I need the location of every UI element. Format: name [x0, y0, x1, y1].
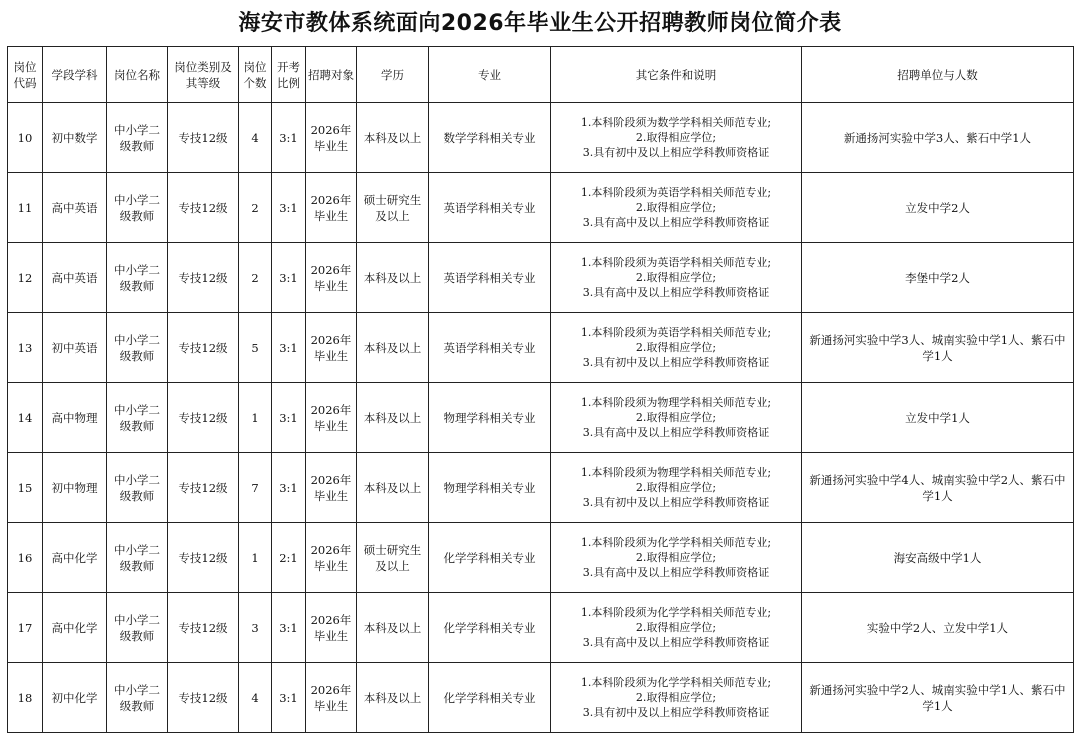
cell-grade [168, 173, 239, 243]
cell-name-text: 中小学二级教师 [114, 332, 160, 363]
cell-count [239, 243, 272, 313]
cell-name-text: 中小学二级教师 [114, 472, 160, 503]
header-edu: 学历 [357, 47, 429, 103]
cell-target-text: 2026年毕业生 [310, 332, 352, 363]
cell-subject [43, 593, 107, 663]
cell-target-text: 2026年毕业生 [310, 612, 352, 643]
table-row [8, 313, 1074, 383]
cell-grade [168, 593, 239, 663]
cell-target-text: 2026年毕业生 [310, 122, 352, 153]
condition-line: 1.本科阶段须为物理学科相关师范专业; [580, 466, 772, 479]
cell-grade-text: 专技12级 [178, 130, 228, 145]
cell-conditions [551, 593, 802, 663]
cell-ratio [272, 243, 306, 313]
header-code-label: 岗位代码 [13, 59, 37, 90]
cell-code-text: 18 [17, 690, 33, 705]
cell-ratio-text: 3:1 [279, 620, 298, 635]
cell-major [429, 663, 551, 733]
cell-grade [168, 103, 239, 173]
cell-count-text: 2 [251, 270, 259, 285]
cell-major-text: 物理学科相关专业 [443, 410, 536, 425]
cell-name [107, 103, 168, 173]
condition-line: 3.具有高中及以上相应学科教师资格证 [582, 286, 770, 299]
cell-ratio-text: 3:1 [279, 410, 298, 425]
table-row [8, 453, 1074, 523]
table-row [8, 173, 1074, 243]
cell-units: 新通扬河实验中学2人、城南实验中学1人、紫石中学1人 [802, 663, 1074, 733]
cell-subject [43, 453, 107, 523]
condition-line: 3.具有初中及以上相应学科教师资格证 [582, 146, 770, 159]
cell-units: 新通扬河实验中学4人、城南实验中学2人、紫石中学1人 [802, 453, 1074, 523]
cell-ratio [272, 103, 306, 173]
cell-grade-text: 专技12级 [178, 270, 228, 285]
cell-name [107, 453, 168, 523]
cell-code-text: 16 [17, 550, 33, 565]
cell-count [239, 523, 272, 593]
cell-target [306, 103, 357, 173]
condition-line: 1.本科阶段须为物理学科相关师范专业; [580, 396, 772, 409]
cell-code [8, 523, 43, 593]
cell-grade-text: 专技12级 [178, 480, 228, 495]
cell-edu-text: 本科及以上 [363, 130, 422, 145]
header-count-label: 岗位个数 [243, 59, 267, 90]
header-conds: 其它条件和说明 [551, 47, 802, 103]
cell-major [429, 173, 551, 243]
cell-ratio-text: 2:1 [279, 550, 298, 565]
cell-conditions [551, 243, 802, 313]
cell-target-text: 2026年毕业生 [310, 682, 352, 713]
cell-name [107, 663, 168, 733]
cell-target [306, 243, 357, 313]
cell-major-text: 化学学科相关专业 [443, 620, 536, 635]
cell-count-text: 4 [251, 130, 259, 145]
cell-edu [357, 103, 429, 173]
cell-count [239, 313, 272, 383]
cell-ratio-text: 3:1 [279, 480, 298, 495]
cell-code-text: 13 [17, 340, 33, 355]
header-major: 专业 [429, 47, 551, 103]
table-row [8, 243, 1074, 313]
header-subject: 学段学科 [43, 47, 107, 103]
cell-ratio-text: 3:1 [279, 130, 298, 145]
cell-edu-text: 本科及以上 [363, 480, 422, 495]
cell-name-text: 中小学二级教师 [114, 682, 160, 713]
cell-code [8, 313, 43, 383]
cell-subject-text: 初中化学 [51, 690, 98, 705]
cell-count-text: 1 [251, 550, 259, 565]
cell-count-text: 3 [251, 620, 259, 635]
cell-ratio [272, 383, 306, 453]
cell-count-text: 5 [251, 340, 259, 355]
cell-target-text: 2026年毕业生 [310, 192, 352, 223]
table-row [8, 663, 1074, 733]
cell-major [429, 313, 551, 383]
cell-conditions [551, 523, 802, 593]
cell-grade-text: 专技12级 [178, 550, 228, 565]
cell-code [8, 383, 43, 453]
cell-name-text: 中小学二级教师 [114, 402, 160, 433]
table-row [8, 523, 1074, 593]
table-row [8, 383, 1074, 453]
cell-target [306, 313, 357, 383]
cell-units: 海安高级中学1人 [802, 523, 1074, 593]
positions-table [7, 46, 1074, 733]
cell-target-text: 2026年毕业生 [310, 472, 352, 503]
cell-name-text: 中小学二级教师 [114, 542, 160, 573]
cell-grade-text: 专技12级 [178, 690, 228, 705]
condition-line: 2.取得相应学位; [635, 481, 717, 494]
cell-edu [357, 663, 429, 733]
cell-units: 立发中学1人 [802, 383, 1074, 453]
cell-count-text: 7 [251, 480, 259, 495]
header-target [306, 47, 357, 103]
cell-units: 立发中学2人 [802, 173, 1074, 243]
cell-grade [168, 243, 239, 313]
condition-line: 2.取得相应学位; [635, 131, 717, 144]
header-ratio-label: 开考比例 [277, 59, 300, 90]
cell-subject-text: 初中英语 [51, 340, 98, 355]
cell-conditions [551, 383, 802, 453]
cell-subject [43, 663, 107, 733]
cell-count [239, 103, 272, 173]
cell-grade [168, 523, 239, 593]
cell-grade-text: 专技12级 [178, 340, 228, 355]
cell-major [429, 593, 551, 663]
cell-name-text: 中小学二级教师 [114, 262, 160, 293]
cell-subject-text: 高中英语 [51, 200, 98, 215]
cell-edu-text: 本科及以上 [363, 270, 422, 285]
condition-line: 2.取得相应学位; [635, 691, 717, 704]
cell-grade-text: 专技12级 [178, 620, 228, 635]
cell-ratio [272, 663, 306, 733]
cell-grade-text: 专技12级 [178, 410, 228, 425]
condition-line: 2.取得相应学位; [635, 201, 717, 214]
cell-code-text: 10 [17, 130, 33, 145]
cell-count [239, 663, 272, 733]
cell-subject [43, 383, 107, 453]
cell-major-text: 化学学科相关专业 [443, 550, 536, 565]
cell-subject-text: 高中化学 [51, 550, 98, 565]
cell-edu-text: 本科及以上 [363, 690, 422, 705]
cell-target [306, 593, 357, 663]
cell-conditions [551, 453, 802, 523]
condition-line: 3.具有高中及以上相应学科教师资格证 [582, 216, 770, 229]
condition-line: 2.取得相应学位; [635, 341, 717, 354]
condition-line: 3.具有初中及以上相应学科教师资格证 [582, 496, 770, 509]
cell-ratio [272, 523, 306, 593]
cell-edu-text: 本科及以上 [363, 620, 422, 635]
cell-units: 实验中学2人、立发中学1人 [802, 593, 1074, 663]
cell-ratio-text: 3:1 [279, 690, 298, 705]
cell-ratio-text: 3:1 [279, 270, 298, 285]
cell-subject-text: 高中化学 [51, 620, 98, 635]
cell-name [107, 593, 168, 663]
cell-units: 新通扬河实验中学3人、城南实验中学1人、紫石中学1人 [802, 313, 1074, 383]
cell-code [8, 103, 43, 173]
cell-grade [168, 383, 239, 453]
condition-line: 1.本科阶段须为英语学科相关师范专业; [580, 186, 772, 199]
cell-name [107, 523, 168, 593]
cell-subject [43, 313, 107, 383]
cell-name [107, 313, 168, 383]
document-title: 海安市教体系统面向2026年毕业生公开招聘教师岗位简介表 [238, 11, 842, 36]
cell-code-text: 12 [17, 270, 33, 285]
condition-line: 2.取得相应学位; [635, 551, 717, 564]
cell-conditions [551, 103, 802, 173]
cell-count-text: 2 [251, 200, 259, 215]
cell-major [429, 523, 551, 593]
cell-ratio [272, 593, 306, 663]
cell-units: 新通扬河实验中学3人、紫石中学1人 [802, 103, 1074, 173]
cell-edu-text: 硕士研究生及以上 [363, 192, 422, 223]
cell-code [8, 663, 43, 733]
cell-subject [43, 173, 107, 243]
cell-code-text: 14 [17, 410, 33, 425]
cell-major [429, 243, 551, 313]
cell-code-text: 15 [17, 480, 33, 495]
header-units: 招聘单位与人数 [802, 47, 1074, 103]
cell-major [429, 103, 551, 173]
cell-code [8, 453, 43, 523]
cell-major-text: 英语学科相关专业 [443, 270, 536, 285]
cell-name-text: 中小学二级教师 [114, 612, 160, 643]
cell-grade [168, 663, 239, 733]
condition-line: 2.取得相应学位; [635, 621, 717, 634]
condition-line: 1.本科阶段须为英语学科相关师范专业; [580, 256, 772, 269]
cell-conditions [551, 173, 802, 243]
cell-major [429, 453, 551, 523]
cell-name [107, 383, 168, 453]
cell-target [306, 453, 357, 523]
cell-conditions [551, 663, 802, 733]
table-row [8, 593, 1074, 663]
cell-name-text: 中小学二级教师 [114, 122, 160, 153]
cell-ratio [272, 453, 306, 523]
cell-edu [357, 173, 429, 243]
cell-count [239, 383, 272, 453]
header-name: 岗位名称 [107, 47, 168, 103]
condition-line: 3.具有高中及以上相应学科教师资格证 [582, 566, 770, 579]
cell-subject [43, 103, 107, 173]
cell-edu [357, 593, 429, 663]
condition-line: 1.本科阶段须为数学学科相关师范专业; [580, 116, 772, 129]
cell-major [429, 383, 551, 453]
cell-count [239, 453, 272, 523]
cell-count-text: 4 [251, 690, 259, 705]
cell-edu-text: 本科及以上 [363, 340, 422, 355]
cell-edu [357, 523, 429, 593]
cell-major-text: 英语学科相关专业 [443, 200, 536, 215]
cell-ratio [272, 173, 306, 243]
condition-line: 3.具有初中及以上相应学科教师资格证 [582, 706, 770, 719]
header-target-label: 招聘对象 [308, 67, 354, 82]
cell-name-text: 中小学二级教师 [114, 192, 160, 223]
cell-target [306, 523, 357, 593]
cell-count [239, 173, 272, 243]
cell-code-text: 11 [17, 200, 33, 215]
condition-line: 1.本科阶段须为英语学科相关师范专业; [580, 326, 772, 339]
cell-count [239, 593, 272, 663]
header-grade-label: 岗位类别及其等级 [174, 59, 232, 90]
cell-major-text: 化学学科相关专业 [443, 690, 536, 705]
cell-subject-text: 高中物理 [51, 410, 98, 425]
cell-code [8, 243, 43, 313]
header-row [8, 47, 1074, 103]
cell-major-text: 英语学科相关专业 [443, 340, 536, 355]
cell-ratio [272, 313, 306, 383]
cell-code [8, 593, 43, 663]
condition-line: 2.取得相应学位; [635, 271, 717, 284]
condition-line: 1.本科阶段须为化学学科相关师范专业; [580, 606, 772, 619]
header-code [8, 47, 43, 103]
condition-line: 1.本科阶段须为化学学科相关师范专业; [580, 536, 772, 549]
cell-subject [43, 243, 107, 313]
condition-line: 3.具有初中及以上相应学科教师资格证 [582, 356, 770, 369]
cell-code [8, 173, 43, 243]
cell-units: 李堡中学2人 [802, 243, 1074, 313]
cell-target [306, 383, 357, 453]
cell-grade [168, 313, 239, 383]
cell-target-text: 2026年毕业生 [310, 542, 352, 573]
cell-grade-text: 专技12级 [178, 200, 228, 215]
cell-edu [357, 383, 429, 453]
header-grade [168, 47, 239, 103]
table-body [8, 103, 1074, 733]
cell-edu [357, 313, 429, 383]
cell-target [306, 173, 357, 243]
cell-major-text: 物理学科相关专业 [443, 480, 536, 495]
cell-major-text: 数学学科相关专业 [443, 130, 536, 145]
cell-edu [357, 453, 429, 523]
cell-name [107, 173, 168, 243]
cell-name [107, 243, 168, 313]
header-ratio [272, 47, 306, 103]
cell-ratio-text: 3:1 [279, 200, 298, 215]
table-row [8, 103, 1074, 173]
cell-subject-text: 初中数学 [51, 130, 98, 145]
cell-ratio-text: 3:1 [279, 340, 298, 355]
cell-count-text: 1 [251, 410, 259, 425]
condition-line: 3.具有高中及以上相应学科教师资格证 [582, 636, 770, 649]
cell-edu [357, 243, 429, 313]
cell-subject [43, 523, 107, 593]
cell-conditions [551, 313, 802, 383]
header-count [239, 47, 272, 103]
condition-line: 3.具有高中及以上相应学科教师资格证 [582, 426, 770, 439]
condition-line: 1.本科阶段须为化学学科相关师范专业; [580, 676, 772, 689]
cell-subject-text: 初中物理 [51, 480, 98, 495]
cell-grade [168, 453, 239, 523]
cell-target-text: 2026年毕业生 [310, 262, 352, 293]
cell-subject-text: 高中英语 [51, 270, 98, 285]
cell-edu-text: 硕士研究生及以上 [363, 542, 422, 573]
condition-line: 2.取得相应学位; [635, 411, 717, 424]
cell-target [306, 663, 357, 733]
cell-target-text: 2026年毕业生 [310, 402, 352, 433]
cell-edu-text: 本科及以上 [363, 410, 422, 425]
cell-code-text: 17 [17, 620, 33, 635]
